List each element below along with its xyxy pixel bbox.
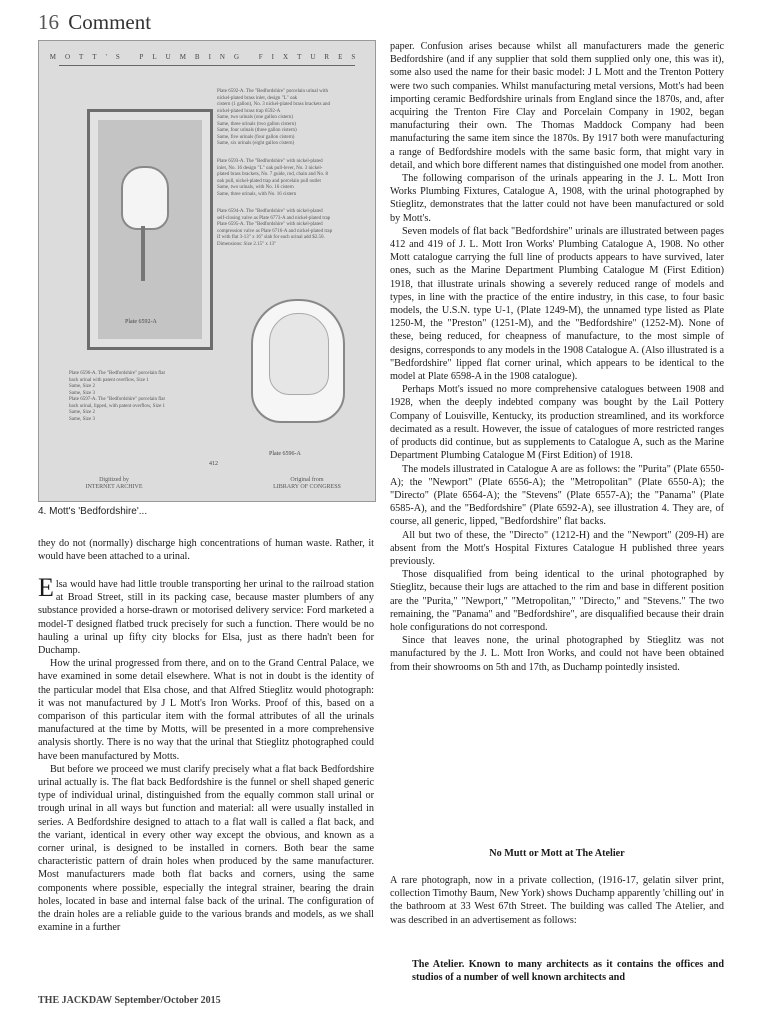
right-column-lower [390,874,724,927]
figure-text-mid: Plate 6593-A. The "Bedfordshire" with nickel-plated inlet, No. 16 design "L" oak pull-lever, No. 3 nickel- plated brass brackets, No. 7 guide, rod, chain and No. 8 oak pull, nickel-plated trap and porcelain pull outlet Same, two urinals, with No. 16 cistern Same, three urinals, with No. 16 cistern [217,159,328,197]
paragraph: paper. Confusion arises because whilst all manufacturers made the generic Bedfordshire (and if any supplier that sold them supplied only one, this was it), some also used the name for their basic model: J L Mott and the Trenton Pottery were two such companies. Whilst manufacturing metal versions, Mott's had been importing ceramic Bedfordshire urinals from England since the 1870s, and, after acquiring the Trenton Fire Clay and Porcelain Company in 1902, began manufacturing their own. The Thomas Maddock Company had been manufacturing the same item since the 1870s. By 1917 both were manufacturing a range of Bedfordshire models with the same basic form, that might vary in detail, and which bore different names that distinguished one model from another. [390,41,724,171]
paragraph: The models illustrated in Catalogue A are as follows: the "Purita" (Plate 6550-A); the "Newport" (Plate 6556-A); the "Metropolitan" (Plate 6550-A); the "Directo" (Plate 6564-A); the "Stevens" (Plate 6557-A); the "Panama" (Plate 6585-A), and the "Bedfordshire" (Plate 6592-A), see illustration 4. They are, of course, all generic, lipped, "Bedfordshire" flat backs. [390,463,724,528]
page-header [38,10,151,35]
page-footer: THE JACKDAW September/October 2015 [38,995,221,1006]
paragraph: A rare photograph, now in a private collection, (1916-17, gelatin silver print, collection Timothy Baum, New York) shows Duchamp apparently 'chilling out' in the bathroom at 33 West 67th Street. The building was called The Atelier, and was described in an advertisement as follows: [390,875,724,926]
figure-credit-right: Original from LIBRARY OF CONGRESS [273,477,341,490]
urinal-illustration-a [121,166,169,230]
figure-text-bottom: Plate 6596-A. The "Bedfordshire" porcelain flat back urinal with patent overflow, Size 1 Same, Size 2 Same, Size 3 Plate 6597-A. The "Bedfordshire" porcelain flat back urinal, lipped, with patent overflow, Size 1 Same, Size 2 Same, Size 3 [69,371,166,422]
paragraph: they do not (normally) discharge high concentrations of human waste. Rather, it would have been attached to a urinal. [38,538,374,563]
section-title: Comment [68,10,152,34]
urinal-illustration-b [251,299,345,423]
section-heading: No Mutt or Mott at The Atelier [489,848,625,859]
drain-pipe-illustration [141,226,145,281]
figure-credit-left: Digitized by INTERNET ARCHIVE [85,477,143,490]
figure-rule [59,65,355,66]
right-column [390,40,724,674]
block-quote: The Atelier. Known to many architects as it contains the offices and studios of a number of well known architects and [412,959,724,984]
figure-caption: 4. Mott's 'Bedfordshire'... [38,506,148,517]
drop-cap: E [38,573,54,602]
plate-label-a: Plate 6592-A [125,319,157,325]
paragraph: How the urinal progressed from there, and on to the Grand Central Palace, we have examined in some detail elsewhere. What is not in doubt is the identity of the particular model that Elsa chose, and that Alfred Stieglitz would photograph: it was not manufactured by J L Mott's Iron Works. Proof of this, based on a comparison of this particular item with the formal attributes of all the urinals manufactured at the time by Motts, will be presented in a more comprehensive analysis shortly. There is no way that the urinal that Stieglitz photographed could have been manufactured by Motts. [38,658,374,762]
paragraph: Those disqualified from being identical to the urinal photographed by Stieglitz, because their lugs are attached to the rim and base in different position are the "Purita," "Newport," "Metropolitan," "Directo," and "Stevens." The two remaining, the "Panama" and "Bedfordshire", are disqualified because their drain hole configurations do not correspond. [390,569,724,633]
left-column-main [38,573,374,934]
paragraph: Seven models of flat back "Bedfordshire" urinals are illustrated between pages 412 and 419 of J. L. Mott Iron Works' Plumbing Catalogue A, 1908. No other Mott catalogue carrying the full line of products appears to have survived, later ones, such as the Marine Department Plumbing Catalogue M (First Edition) 1918, that illustrate urinals showing a severely reduced range of models and types, in line with the practice of the entire industry, in this case, to four basic models, the U.S.N. type U-1, (Plate 1249-M), the unnamed type listed as Plate 1250-M, the "Preston" (1251-M), and the "Bedfordshire" (1252-M). None of these, being reduced, for cheapness of manufacture, to the most simple of designs, corresponds to any models in the 1908 Catalogue A. (Also illustrated is a "Bedfordshire" lipped flat corner urinal, which appears to be identical to the model at Plate 6598-A in the 1908 catalogue). [390,225,724,383]
page-number: 16 [38,10,59,34]
figure-banner: MOTT'S PLUMBING FIXTURES [49,53,365,61]
paragraph: All but two of these, the "Directo" (1212-H) and the "Newport" (209-H) are absent from the Mott's Hospital Fixtures Catalogue H published three years previously. [390,529,724,567]
catalogue-figure [38,40,376,502]
plate-label-b: Plate 6596-A [269,451,301,457]
catalogue-page-mark: 412 [209,461,218,467]
left-column-top [38,537,374,563]
figure-text-mid2: Plate 6594-A. The "Bedfordshire" with nickel-plated self-closing valve as Plate 6773-A and nickel-plated trap Plate 6595-A. The "Bedfordshire" with nickel-plated compression valve as Plate 6716-A and nickel-plated trap If with flat 3-13" x 16" slab for each urinal add $2.50. Dimensions: Size 2.15" x 13" [217,209,333,247]
paragraph: But before we proceed we must clarify precisely what a flat back Bedfordshire urinal actually is. The flat back Bedfordshire is the funnel or shell shaped generic type of individual urinal, distinguished from the equally common stall urinal or trough urinal in all ways but function and material: all were usually installed in series. A Bedfordshire designed to attach to a flat wall is called a flat back, and the variant, identical in every other way except the obvious, and known as a corner urinal, is designed to be installed in corners. Both bear the same characteristic pattern of drain holes when produced by the same manufacturer. Most manufacturers made both flat backs and corners, using the same components where possible, especially the integral strainer, bearing the drain holes, located in base and internal false back of the urinal. The configuration of the drain holes are a reliable guide to the various brands and models, as we shall examine in a further [38,763,374,934]
figure-text-top: Plate 6592-A. The "Bedfordshire" porcelain urinal with nickel-plated brass inlet, design "L" oak cistern (1 gallon), No. 3 nickel-plated brass brackets and nickel-plated brass trap 6592-A Same, two urinals (one gallon cistern) Same, three urinals (two gallon cistern) Same, four urinals (three gallon cistern) Same, five urinals (four gallon cistern) Same, six urinals (eight gallon cistern) [217,89,331,146]
paragraph: Since that leaves none, the urinal photographed by Stieglitz was not manufactured by the J. L. Mott Iron Works, and could not have been obtained from their showrooms on 5th and 17th, as Duchamp pointedly insisted. [390,635,724,673]
paragraph: The following comparison of the urinals appearing in the J. L. Mott Iron Works Plumbing Fixtures, Catalogue A, 1908, with the urinal photographed by Stieglitz, demonstrates that the latter could not have been manufactured or sold by Mott's. [390,173,724,224]
paragraph: Perhaps Mott's issued no more comprehensive catalogues between 1908 and 1928, when the deeply indebted company was bought by the Lail Pottery Company of Louisville, Kentucky, its production streamlined, and its workforce decimated as a result. However, the issue of catalogues of more restricted ranges of products did continue, but as supplements to Catalogue A, such as the Marine Department Plumbing Catalogue M (First Edition) of 1918. [390,384,724,462]
paragraph: Elsa would have had little trouble transporting her urinal to the railroad station at Broad Street, still in its packing case, because master plumbers of any substance provided a horse-drawn or motorised delivery service: Ford marketed a model-T designed flatbed truck precisely for such a function. There would be no hauling a urinal up fifty city blocks for Elsa, just as there hadn't been for Duchamp. [38,573,374,657]
